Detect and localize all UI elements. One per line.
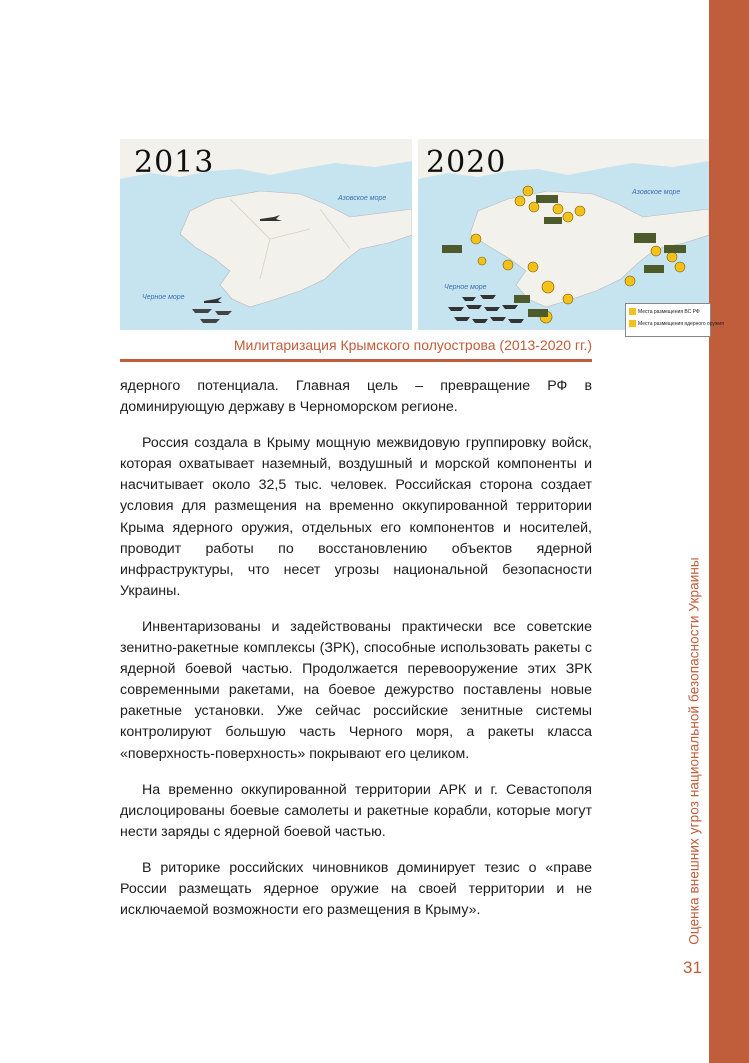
sea-label-black: Черное море bbox=[444, 284, 487, 291]
side-accent-bar bbox=[709, 0, 749, 1063]
side-running-title-text: Оценка внешних угроз национальной безопасности Украины bbox=[686, 557, 702, 945]
legend-swatch bbox=[629, 320, 636, 327]
paragraph: В риторике российских чиновников доминирует тезис о «праве России размещать ядерное оружие на своей территории и не исключаемой возможности его размещения в Крыму». bbox=[120, 859, 592, 919]
paragraph: Россия создала в Крыму мощную межвидовую группировку войск, которая охватывает наземный, воздушный и морской компоненты и насчитывает около 32,5 тыс. человек. Российская сторона создает условия для размещения на временно оккупированной территории Крыма ядерного оружия, отдельных его компонентов и носителей, проводит работы по восстановлению объектов ядерной инфраструктуры, что несет угрозы национальной безопасности Украины. bbox=[120, 435, 592, 599]
map-legend bbox=[625, 303, 724, 337]
sea-label-azov: Азовское море bbox=[632, 189, 681, 196]
sea-label-azov: Азовское море bbox=[338, 195, 387, 202]
legend-item-nuclear: Места размещения ядерного оружия bbox=[638, 320, 724, 327]
page-number: 31 bbox=[683, 958, 702, 977]
map-2020 bbox=[418, 139, 709, 330]
paragraph: ядерного потенциала. Главная цель – превращение РФ в доминирующую державу в Черноморском регионе. bbox=[120, 378, 592, 416]
legend-item-forces: Места размещения ВС РФ bbox=[638, 308, 700, 315]
sea-label-black: Черное море bbox=[142, 294, 185, 301]
legend-swatch bbox=[629, 308, 636, 315]
side-running-title bbox=[676, 557, 712, 945]
figure-caption: Милитаризация Крымского полуострова (2013-2020 гг.) bbox=[233, 337, 592, 353]
body-text bbox=[120, 376, 592, 936]
map-year-2013: 2013 bbox=[134, 145, 215, 180]
caption-rule bbox=[120, 359, 592, 362]
map-year-2020: 2020 bbox=[426, 145, 507, 180]
paragraph: Инвентаризованы и задействованы практически все советские зенитно-ракетные комплексы (ЗРК), способные использовать ракеты с ядерной боевой частью. Продолжается перевооружение этих ЗРК современными ракетами, на боевое дежурство поставлены новые ракетные установки. Уже сейчас российские зенитные системы контролируют большую часть Черного моря, а ракеты класса «поверхность-поверхность» покрывают его целиком. bbox=[120, 618, 592, 762]
map-2013 bbox=[120, 139, 412, 330]
paragraph: На временно оккупированной территории АРК и г. Севастополя дислоцированы боевые самолеты и ракетные корабли, которые могут нести заряды с ядерной боевой частью. bbox=[120, 781, 592, 840]
